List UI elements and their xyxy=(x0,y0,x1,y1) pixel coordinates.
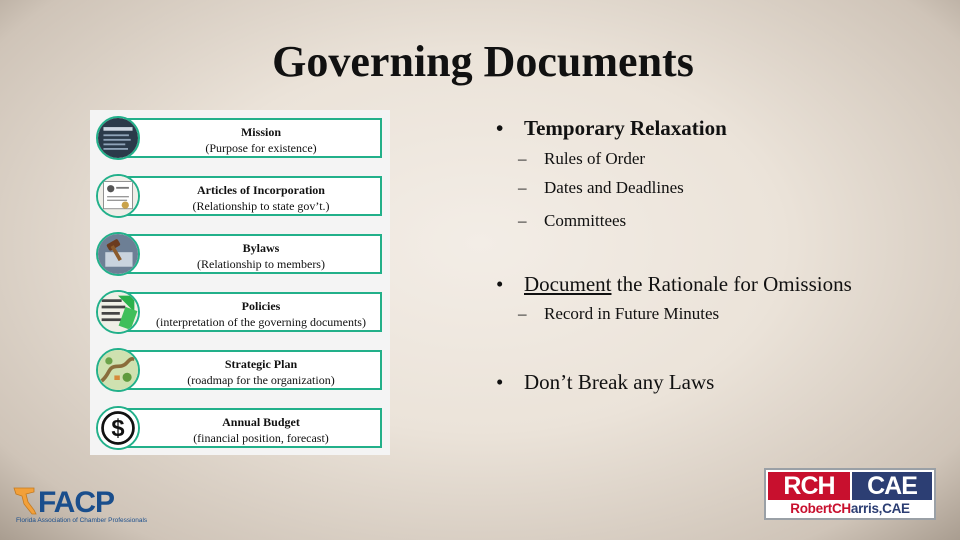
sub-bullet-text: Committees xyxy=(544,211,627,230)
rch-cae-banner xyxy=(768,472,932,500)
bullet-text-underlined: Document xyxy=(524,272,612,296)
diagram-item-box xyxy=(126,118,382,158)
diagram-item-name: Mission xyxy=(240,125,281,139)
cae-mark: CAE xyxy=(852,472,932,500)
diagram-item-articles xyxy=(96,174,386,218)
slide-title: Governing Documents xyxy=(272,37,694,86)
gavel-icon xyxy=(96,232,140,276)
diagram-item-name: Bylaws xyxy=(242,241,280,255)
rch-name-part: Robert xyxy=(790,501,832,516)
rch-mark: RCH xyxy=(768,472,850,500)
bullet-text: Temporary Relaxation xyxy=(524,116,727,140)
diagram-item-strategic-plan xyxy=(96,348,386,392)
rch-name xyxy=(768,501,932,516)
diagram-item-name: Policies xyxy=(241,299,281,313)
facp-tagline: Florida Association of Chamber Professionals xyxy=(16,517,148,524)
bullet-text: Don’t Break any Laws xyxy=(524,370,715,394)
sub-bullet-item: – Rules of Order xyxy=(518,149,646,168)
diagram-item-annual-budget xyxy=(96,406,386,450)
dollar-icon xyxy=(96,406,140,450)
diagram-item-bylaws xyxy=(96,232,386,276)
diagram-item-name: Strategic Plan xyxy=(224,357,298,371)
roadmap-icon xyxy=(96,348,140,392)
rch-name-part: arris,CAE xyxy=(850,501,910,516)
sub-bullet-item: – Record in Future Minutes xyxy=(518,304,720,323)
diagram-item-name: Annual Budget xyxy=(222,415,300,429)
sub-bullet-item: – Committees xyxy=(518,211,627,230)
diagram-item-description: (roadmap for the organization) xyxy=(187,373,335,387)
diagram-item-description: (Purpose for existence) xyxy=(205,141,317,155)
diagram-item-box xyxy=(126,292,382,332)
governing-documents-diagram xyxy=(90,110,390,455)
bullet-item: • Don’t Break any Laws xyxy=(496,370,715,394)
facp-wordmark: FACP xyxy=(38,486,115,519)
bullet-text: the Rationale for Omissions xyxy=(611,272,852,296)
diagram-item-box xyxy=(126,176,382,216)
diagram-item-policies xyxy=(96,290,386,334)
sub-bullet-text: Rules of Order xyxy=(544,149,646,168)
diagram-item-mission xyxy=(96,116,386,160)
diagram-item-description: (financial position, forecast) xyxy=(193,431,329,445)
facp-logo xyxy=(12,484,157,526)
diagram-item-description: (interpretation of the governing documents) xyxy=(156,315,366,329)
diagram-item-description: (Relationship to state gov’t.) xyxy=(192,199,330,213)
diagram-item-box xyxy=(126,408,382,448)
diagram-item-name: Articles of Incorporation xyxy=(197,183,325,197)
rch-cae-logo xyxy=(764,468,936,520)
sub-bullet-text: Record in Future Minutes xyxy=(544,304,720,323)
mission-statement-icon xyxy=(96,116,140,160)
policy-document-icon xyxy=(96,290,140,334)
diagram-item-box xyxy=(126,234,382,274)
certificate-icon xyxy=(96,174,140,218)
diagram-item-box xyxy=(126,350,382,390)
sub-bullet-text: Dates and Deadlines xyxy=(544,178,684,197)
sub-bullet-item: – Dates and Deadlines xyxy=(518,178,684,197)
bullet-item: • Temporary Relaxation xyxy=(496,116,727,140)
svg-text:$: $ xyxy=(111,416,125,443)
bullet-item: • Document the Rationale for Omissions xyxy=(496,272,852,296)
diagram-item-description: (Relationship to members) xyxy=(197,257,325,271)
rch-name-part: CH xyxy=(831,501,851,516)
